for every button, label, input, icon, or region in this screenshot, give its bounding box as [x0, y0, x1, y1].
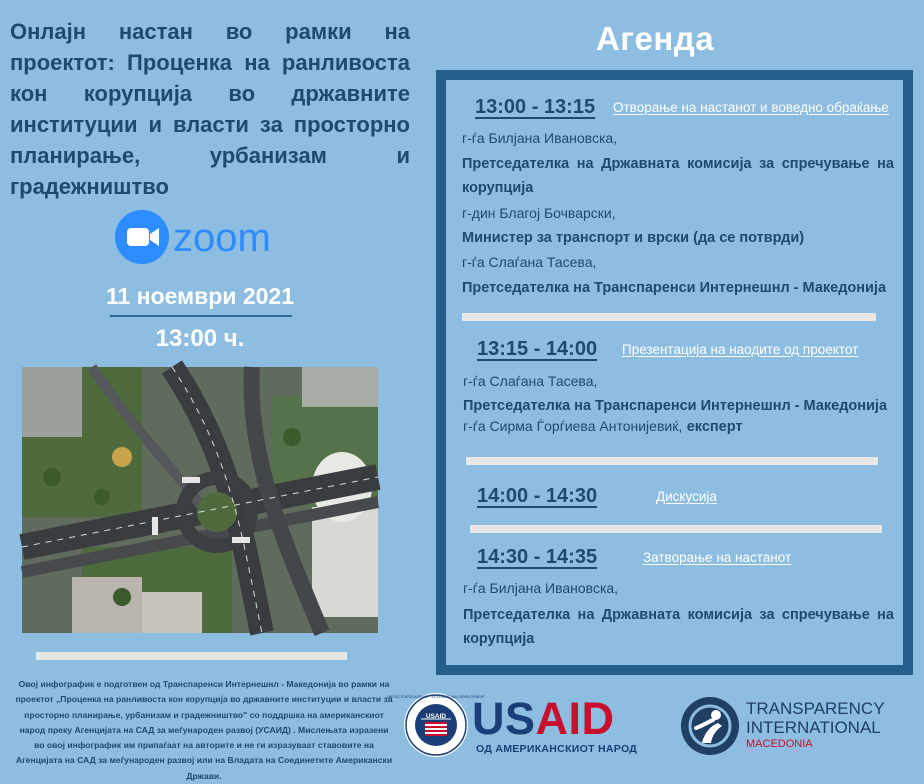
ti-country-label: MACEDONIA — [746, 738, 813, 750]
event-date: 11 ноември 2021 — [105, 283, 295, 309]
slot-3-description: Дискусија — [656, 489, 717, 504]
agenda-title: Агенда — [595, 20, 715, 57]
ti-line-2: INTERNATIONAL — [746, 718, 881, 737]
slot-4-time: 14:30 - 14:35 — [477, 546, 598, 568]
slot-1-speaker-2-role: Министер за транспорт и врски (да се потврди) — [462, 230, 805, 246]
transparency-international-icon — [680, 696, 740, 756]
slot-2-description: Презентација на наодите од проектот — [622, 342, 859, 357]
slot-1-speaker-1-role: Претседателка на Државната комисија за спречување на корупција — [462, 156, 894, 196]
ti-line-1: TRANSPARENCY — [746, 699, 885, 718]
slot-2-speaker-1-name: г-ѓа Слаѓана Тасева, — [463, 373, 598, 389]
date-underline — [110, 315, 292, 317]
slot-3-time: 14:00 - 14:30 — [477, 485, 598, 507]
slot-4-description: Затворање на настанот — [643, 550, 792, 565]
zoom-logo-text: zoom — [173, 216, 271, 260]
photo-divider — [36, 652, 347, 660]
usaid-wordmark-us: US — [472, 693, 536, 744]
slot-1-speaker-2-name: г-дин Благој Бочварски, — [462, 205, 616, 221]
aerial-city-photo — [22, 367, 378, 633]
slot-4-speaker-1-role: Претседателка на Државната комисија за спречување на корупција — [463, 607, 894, 647]
usaid-seal-center-text: USAID — [425, 713, 447, 720]
usaid-tagline: ОД АМЕРИКАНСКИОТ НАРОД — [476, 743, 638, 755]
slot-2-speaker-2-name: г-ѓа Сирма Ѓорѓиева Антонијевиќ, — [463, 418, 683, 434]
slot-4-speaker-1-name: г-ѓа Билјана Ивановска, — [463, 580, 619, 596]
event-time: 13:00 ч. — [155, 325, 245, 352]
slot-1-speaker-3-name: г-ѓа Слаѓана Тасева, — [462, 254, 597, 270]
slot-1-speaker-1-name: г-ѓа Билјана Ивановска, — [462, 130, 618, 146]
transparency-international-name — [746, 699, 885, 737]
slot-2-speaker-2-role: експерт — [686, 419, 743, 435]
event-title: Онлајн настан во рамки на проектот: Проценка на ранливоста кон корупција во државните институции и власти за просторно планирање, урбанизам и градежништво — [10, 19, 410, 199]
slot-2-time: 13:15 - 14:00 — [477, 338, 598, 360]
slot-divider — [462, 313, 876, 321]
usaid-wordmark — [472, 693, 615, 744]
slot-2-speaker-2 — [463, 418, 742, 436]
usaid-seal-ring-text: UNITED STATES AGENCY · INTERNATIONAL DEVELOPMENT — [387, 695, 485, 699]
slot-1-speaker-3-role: Претседателка на Транспаренси Интернешнл - Македонија — [462, 280, 887, 296]
usaid-seal-logo — [387, 692, 485, 758]
slot-1-description: Отворање на настанот и воведно обраќање — [613, 100, 889, 115]
zoom-logo — [113, 208, 289, 266]
slot-divider — [470, 525, 882, 533]
slot-1-time: 13:00 - 13:15 — [475, 96, 596, 118]
slot-2-speaker-1-role: Претседателка на Транспаренси Интернешнл - Македонија — [463, 398, 888, 414]
slot-divider — [466, 457, 878, 465]
usaid-wordmark-aid: AID — [535, 693, 615, 744]
disclaimer-text: Овој инфографик е подготвен од Транспаренси Интернешнл - Македонија во рамки на проектот „Проценка на ранливоста кон корупција во државните институции и власти за просторно планирање, урбанизам и градежништво" со поддршка на американскиот народ преку Агенцијата на САД за меѓународен развој (УСАИД) . Мислењата изразени во овој инфографик им припаѓаат на авторите и не ги изразуваат ставовите на Агенцијата на САД за меѓународен развој или на Владата на Соединетите Американски Држави. — [15, 679, 393, 781]
